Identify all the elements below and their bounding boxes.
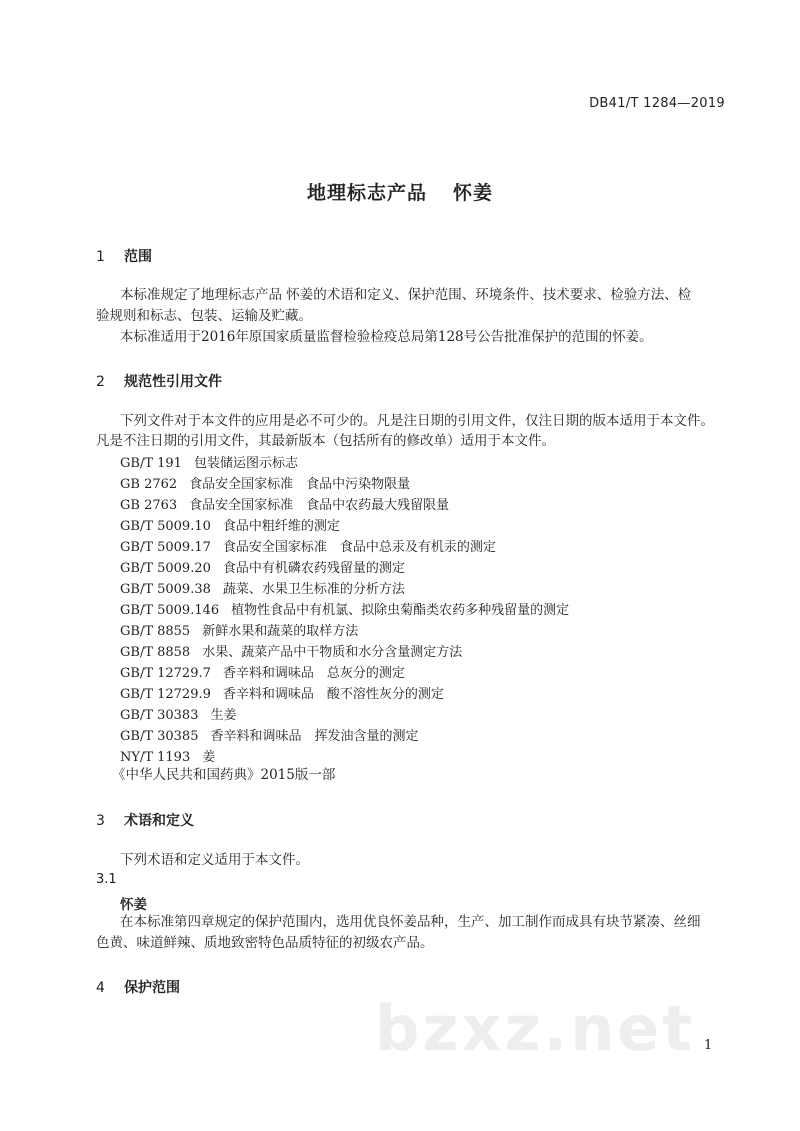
reference-code: GB 2762: [120, 477, 178, 492]
term-definition-line1: 在本标准第四章规定的保护范围内，选用优良怀姜品种，生产、加工制作而成具有块节紧凑、丝细: [120, 914, 701, 930]
reference-title: 香辛料和调味品 酸不溶性灰分的测定: [222, 687, 444, 702]
section-title: 范围: [124, 249, 152, 265]
term-definition-line2: 色黄、味道鲜辣、质地致密特色品质特征的初级农产品。: [96, 935, 434, 951]
watermark: bzxz.net: [375, 992, 695, 1065]
reference-title: 香辛料和调味品 挥发油含量的测定: [210, 729, 419, 744]
reference-item: [120, 641, 462, 660]
reference-code: NY/T 1193: [120, 750, 191, 765]
reference-item: [120, 473, 410, 492]
reference-title: 食品安全国家标准 食品中总汞及有机汞的测定: [222, 540, 496, 555]
section-heading-terms: [96, 810, 194, 830]
reference-code: GB/T 5009.146: [120, 603, 220, 618]
terms-intro: 下列术语和定义适用于本文件。: [120, 852, 309, 868]
reference-title: 食品中粗纤维的测定: [222, 519, 340, 534]
page-number: 1: [704, 1038, 713, 1053]
reference-title: 水果、蔬菜产品中干物质和水分含量测定方法: [202, 645, 463, 660]
scope-paragraph-line2: 验规则和标志、包装、运输及贮藏。: [96, 308, 312, 324]
document-title: [0, 178, 800, 205]
section-number: 3: [96, 813, 105, 829]
normative-intro-line2: 凡是不注日期的引用文件，其最新版本（包括所有的修改单）适用于本文件。: [96, 433, 555, 449]
section-number: 2: [96, 374, 105, 390]
reference-code: GB/T 5009.10: [120, 519, 211, 534]
title-part2: 怀姜: [453, 182, 494, 204]
reference-item: [120, 536, 496, 555]
title-part1: 地理标志产品: [306, 182, 427, 204]
reference-title: 包装储运图示标志: [193, 456, 298, 471]
reference-item: [120, 704, 237, 723]
reference-item: [120, 746, 215, 765]
section-title: 保护范围: [124, 980, 180, 996]
reference-code: GB/T 5009.17: [120, 540, 211, 555]
reference-item: [120, 578, 405, 597]
reference-item: [120, 725, 419, 744]
section-number: 4: [96, 980, 105, 996]
section-title: 术语和定义: [124, 813, 194, 829]
reference-code: GB/T 30385: [120, 729, 199, 744]
reference-title: 生姜: [210, 708, 237, 723]
reference-item: [120, 599, 569, 618]
reference-code: GB/T 12729.7: [120, 666, 211, 681]
reference-code: GB/T 30383: [120, 708, 199, 723]
reference-title: 食品中有机磷农药残留量的测定: [222, 561, 405, 576]
term-name: 怀姜: [120, 897, 147, 913]
reference-title: 新鲜水果和蔬菜的取样方法: [202, 624, 359, 639]
reference-item: [120, 620, 358, 639]
reference-code: GB/T 5009.38: [120, 582, 211, 597]
reference-item: [120, 515, 340, 534]
reference-title: 香辛料和调味品 总灰分的测定: [222, 666, 405, 681]
reference-code: GB/T 8858: [120, 645, 191, 660]
reference-code: GB 2763: [120, 498, 178, 513]
term-number: 3.1: [96, 872, 117, 887]
section-heading-normative: [96, 371, 222, 391]
section-heading-protection: [96, 977, 180, 997]
reference-code: GB/T 191: [120, 456, 182, 471]
scope-paragraph-line1: 本标准规定了地理标志产品 怀姜的术语和定义、保护范围、环境条件、技术要求、检验方法、检: [120, 287, 692, 303]
reference-item: [120, 662, 405, 681]
reference-item: [120, 494, 449, 513]
reference-title: 食品安全国家标准 食品中污染物限量: [189, 477, 411, 492]
reference-item: [120, 452, 298, 471]
normative-intro-line1: 下列文件对于本文件的应用是必不可少的。凡是注日期的引用文件，仅注日期的版本适用于本文件。: [120, 413, 714, 429]
section-title: 规范性引用文件: [124, 374, 222, 390]
reference-item: [120, 683, 444, 702]
scope-applicability: 本标准适用于2016年原国家质量监督检验检疫总局第128号公告批准保护的范围的怀姜。: [120, 329, 653, 345]
reference-code: GB/T 8855: [120, 624, 191, 639]
reference-code: GB/T 5009.20: [120, 561, 211, 576]
section-number: 1: [96, 249, 105, 265]
reference-item: [120, 557, 405, 576]
reference-title: 蔬菜、水果卫生标准的分析方法: [222, 582, 405, 597]
reference-title: 食品安全国家标准 食品中农药最大残留限量: [189, 498, 450, 513]
standard-code: DB41/T 1284—2019: [589, 96, 725, 111]
section-heading-scope: [96, 246, 152, 266]
reference-title: 植物性食品中有机氯、拟除虫菊酯类农药多种残留量的测定: [231, 603, 570, 618]
pharmacopoeia-reference: 《中华人民共和国药典》2015版一部: [112, 767, 336, 783]
reference-code: GB/T 12729.9: [120, 687, 211, 702]
reference-title: 姜: [202, 750, 216, 765]
